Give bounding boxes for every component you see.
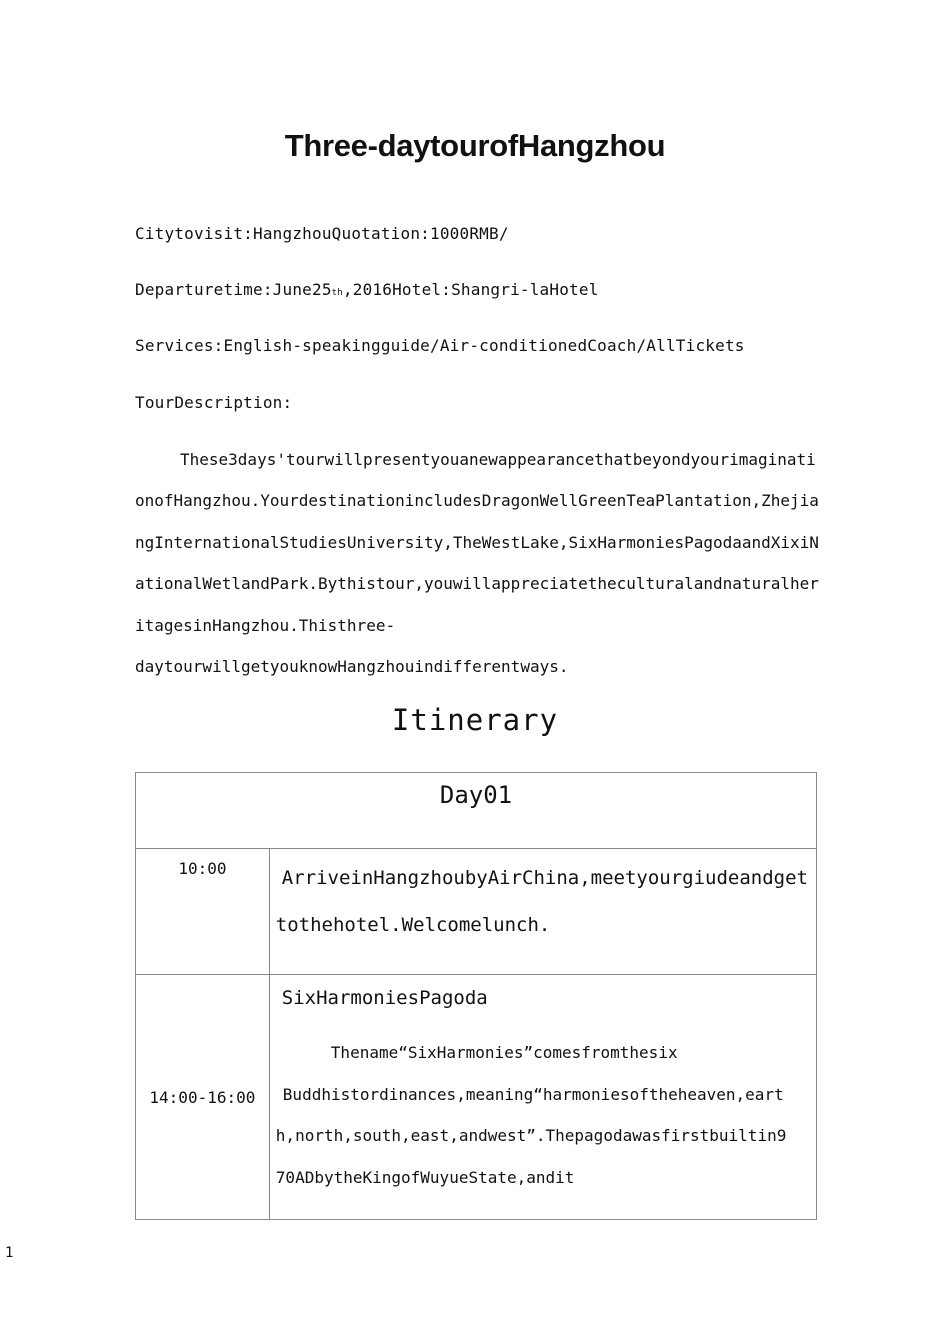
description-line: These3days'tourwillpresentyouanewappearancethatbeyondyourimaginati: [180, 450, 816, 469]
activity-body-line: 70ADbytheKingofWuyueState,andit: [275, 1167, 575, 1187]
departure-suffix: ,2016Hotel:Shangri-laHotel: [342, 280, 599, 299]
activity-heading: SixHarmoniesPagoda: [281, 987, 488, 1009]
time-cell: 10:00: [136, 849, 270, 975]
activity-text: ArriveinHangzhoubyAirChina,meetyourgiudeandget: [281, 867, 808, 889]
description-line: itagesinHangzhou.Thisthree-: [135, 615, 396, 635]
document-title: Three-daytourofHangzhou: [284, 128, 666, 163]
departure-ordinal-suffix: th: [331, 288, 343, 298]
itinerary-table: [135, 772, 817, 1220]
itinerary-heading: Itinerary: [391, 703, 559, 737]
day-label: Day01: [136, 773, 817, 849]
departure-hotel-line: [135, 280, 599, 299]
activity-body-line: h,north,south,east,andwest”.Thepagodawasfirstbuiltin9: [275, 1126, 787, 1145]
description-line: ngInternationalStudiesUniversity,TheWestLake,SixHarmoniesPagodaandXixiN: [135, 532, 819, 552]
description-line: onofHangzhou.YourdestinationincludesDragonWellGreenTeaPlantation,Zhejia: [135, 491, 819, 511]
time-cell: 14:00-16:00: [136, 975, 270, 1220]
page-number: 1: [5, 1245, 14, 1261]
departure-prefix: Departuretime:June25: [135, 280, 332, 299]
tour-description-paragraph: [135, 450, 817, 698]
activity-cell: [269, 849, 816, 975]
itinerary-row: [136, 849, 817, 975]
activity-text: tothehotel.Welcomelunch.: [275, 914, 551, 936]
activity-cell: [269, 975, 816, 1220]
description-line: daytourwillgetyouknowHangzhouindifferentways.: [135, 656, 569, 676]
itinerary-row: [136, 975, 817, 1220]
activity-body-line: Thename“SixHarmonies”comesfromthesix: [330, 1043, 678, 1062]
activity-body-line: Buddhistordinances,meaning“harmoniesoftheheaven,eart: [282, 1084, 784, 1104]
services-line: Services:English-speakingguide/Air-conditionedCoach/AllTickets: [135, 336, 745, 355]
city-quotation-line: Citytovisit:HangzhouQuotation:1000RMB/: [135, 224, 509, 243]
tour-description-label: TourDescription:: [135, 393, 293, 412]
day-header-row: [136, 773, 817, 849]
activity-description: [276, 1043, 808, 1209]
description-line: ationalWetlandPark.Bythistour,youwillappreciatetheculturalandnaturalher: [135, 574, 819, 594]
